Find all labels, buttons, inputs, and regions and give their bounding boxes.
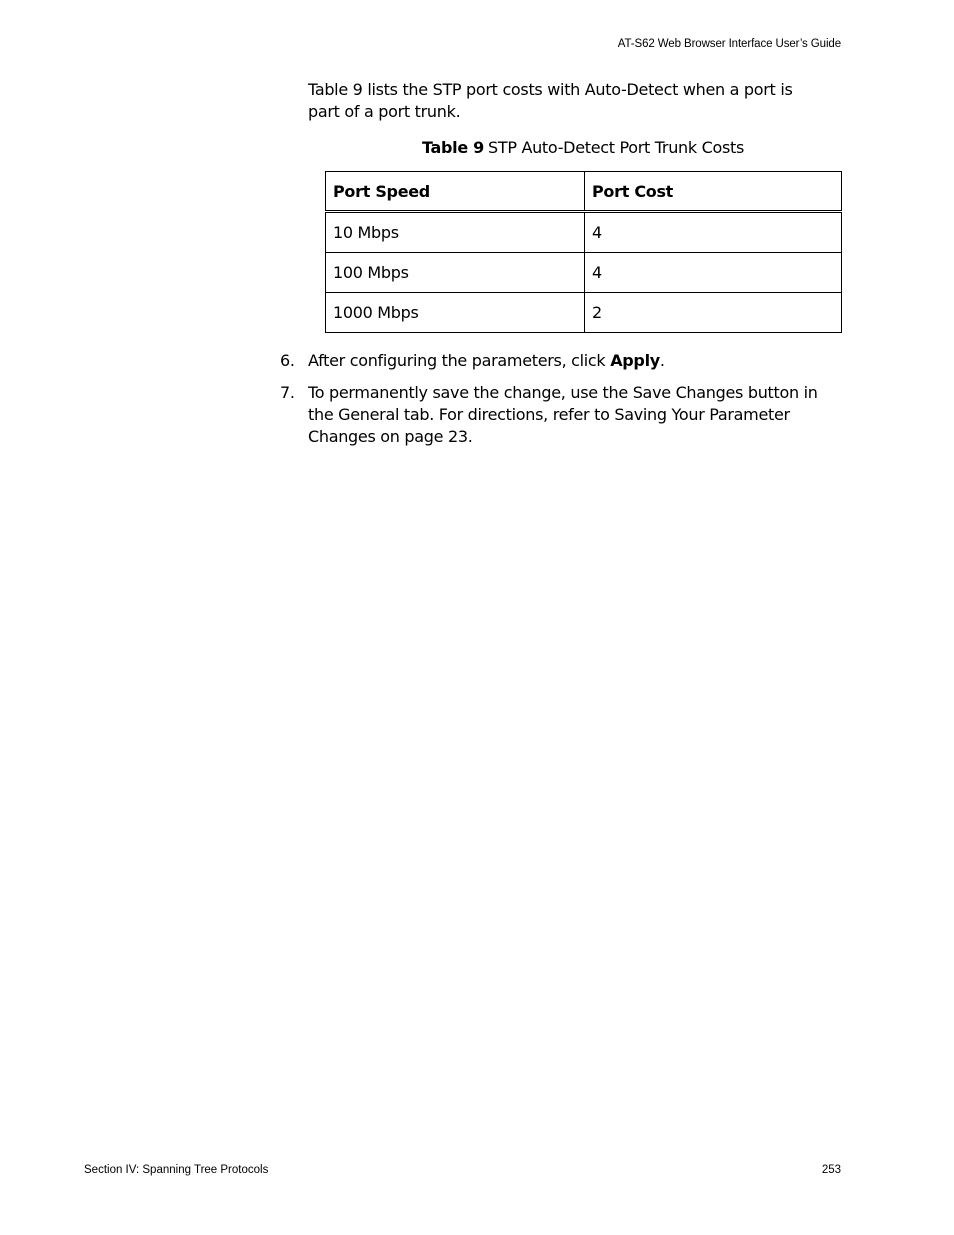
steps-list: [280, 350, 840, 458]
column-header-port-cost: Port Cost: [585, 172, 842, 212]
step-text-before: After configuring the parameters, click: [308, 351, 611, 370]
step-text: To permanently save the change, use the Save Changes button in the General tab. For directions, refer to Saving Your Parameter Changes on page 23.: [308, 383, 818, 446]
table-row: [326, 253, 842, 293]
port-speed-cell: 10 Mbps: [326, 212, 585, 253]
column-header-port-speed: Port Speed: [326, 172, 585, 212]
port-cost-cell: 2: [585, 293, 842, 333]
intro-paragraph: Table 9 lists the STP port costs with Auto-Detect when a port is part of a port trunk.: [308, 80, 793, 121]
list-item: [280, 382, 840, 448]
port-speed-cell: 1000 Mbps: [326, 293, 585, 333]
guide-title: AT-S62 Web Browser Interface User’s Guide: [617, 38, 841, 50]
table-row: [326, 293, 842, 333]
table-header-row: [326, 172, 842, 212]
table-row: [326, 212, 842, 253]
port-cost-cell: 4: [585, 253, 842, 293]
apply-keyword: Apply: [610, 351, 660, 370]
list-item: [280, 350, 840, 372]
table-caption-label: Table 9: [421, 138, 484, 157]
step-number: 7.: [280, 383, 295, 402]
table-caption-title: STP Auto-Detect Port Trunk Costs: [487, 138, 745, 157]
step-text: [308, 350, 840, 372]
footer-section-title: Section IV: Spanning Tree Protocols: [84, 1164, 269, 1176]
step-number: 6.: [280, 351, 295, 370]
port-speed-cell: 100 Mbps: [326, 253, 585, 293]
port-trunk-costs-table: [325, 171, 842, 333]
port-cost-cell: 4: [585, 212, 842, 253]
page-number: 253: [821, 1164, 841, 1176]
table-caption: [0, 138, 954, 157]
step-text-after: .: [659, 351, 665, 370]
